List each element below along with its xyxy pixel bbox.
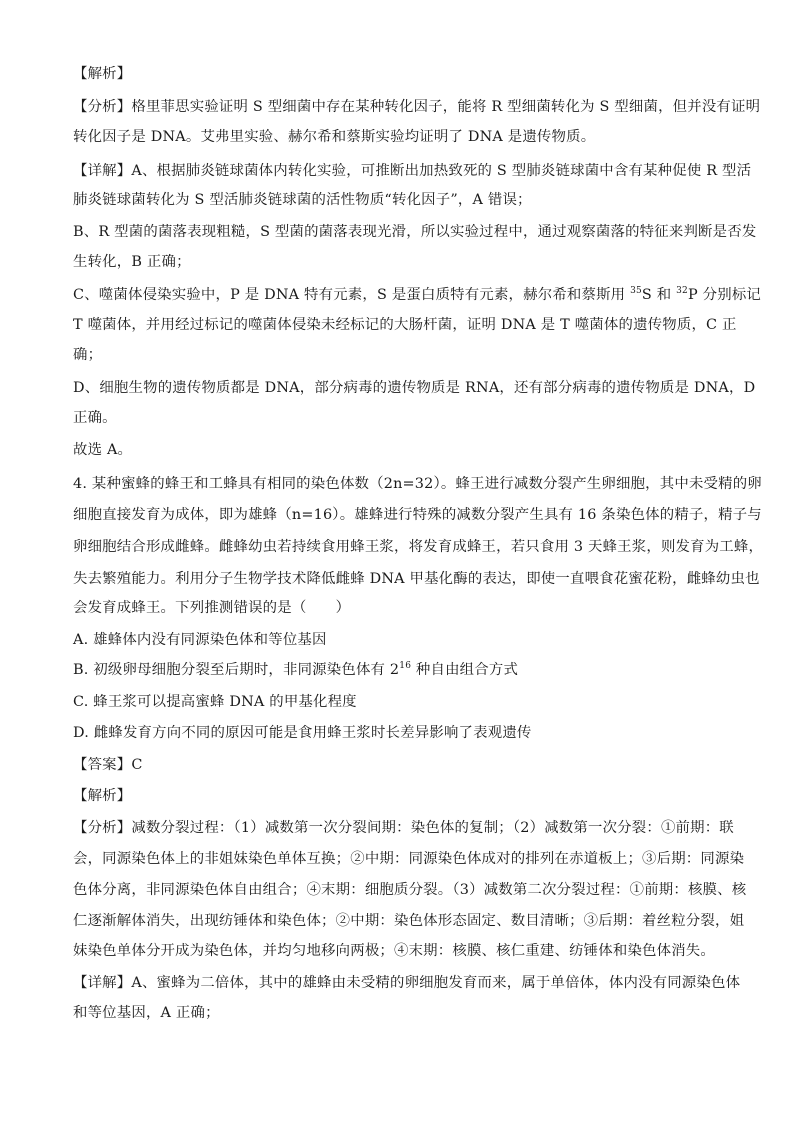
text-line-with-superscripts bbox=[73, 285, 762, 305]
question-stem-line: 4. 某种蜜蜂的蜂王和工蜂具有相同的染色体数（2n=32）。蜂王进行减数分裂产生卵细胞，其中未受精的卵 bbox=[73, 476, 762, 492]
question-stem-line: 细胞直接发育为成体，即为雄蜂（n=16）。雄蜂进行特殊的减数分裂产生具有 16 条染色体的精子，精子与 bbox=[73, 507, 762, 523]
text-segment: P 分别标记 bbox=[687, 287, 762, 303]
section-heading-analysis: 【解析】 bbox=[73, 788, 132, 804]
text-line: 【分析】减数分裂过程：（1）减数第一次分裂间期：染色体的复制；（2）减数第一次分裂：①前期：联 bbox=[73, 820, 734, 836]
text-line: 【详解】A、根据肺炎链球菌体内转化实验，可推断出加热致死的 S 型肺炎链球菌中含有某种促使 R 型活 bbox=[73, 163, 752, 179]
question-stem-line: 卵细胞结合形成雌蜂。雌蜂幼虫若持续食用蜂王浆，将发育成蜂王，若只食用 3 天蜂王浆，则发育为工蜂， bbox=[73, 539, 764, 555]
text-line: 肺炎链球菌转化为 S 型活肺炎链球菌的活性物质“转化因子”，A 错误； bbox=[73, 192, 532, 208]
option-c: C. 蜂王浆可以提高蜜蜂 DNA 的甲基化程度 bbox=[73, 694, 357, 710]
superscript: 16 bbox=[399, 661, 412, 672]
option-a: A. 雄蜂体内没有同源染色体和等位基因 bbox=[73, 632, 327, 648]
question-stem-line: 失去繁殖能力。利用分子生物学技术降低雌蜂 DNA 甲基化酶的表达，即使一直喂食花蜜花粉，雌蜂幼虫也 bbox=[73, 571, 760, 587]
text-line: 生转化，B 正确； bbox=[73, 254, 191, 270]
superscript: 32 bbox=[676, 286, 688, 297]
option-b bbox=[73, 660, 733, 680]
text-line: 妹染色单体分开成为染色体，并均匀地移向两极；④末期：核膜、核仁重建、纺锤体和染色体消失。 bbox=[73, 943, 715, 959]
text-segment: S 和 bbox=[641, 287, 677, 303]
text-line: 正确。 bbox=[73, 410, 117, 426]
answer-line: 【答案】C bbox=[73, 757, 143, 773]
text-line: 转化因子是 DNA。艾弗里实验、赫尔希和蔡斯实验均证明了 DNA 是遗传物质。 bbox=[73, 129, 596, 145]
text-line: T 噬菌体，并用经过标记的噬菌体侵染未经标记的大肠杆菌，证明 DNA 是 T 噬菌体的遗传物质，C 正 bbox=[73, 317, 737, 333]
text-line: 确； bbox=[73, 347, 103, 363]
text-line: 和等位基因，A 正确； bbox=[73, 1005, 220, 1021]
text-segment: B. 初级卵母细胞分裂至后期时，非同源染色体有 2 bbox=[73, 662, 400, 678]
text-line: B、R 型菌的菌落表现粗糙，S 型菌的菌落表现光滑，所以实验过程中，通过观察菌落的特征来判断是否发 bbox=[73, 224, 757, 240]
text-line: D、细胞生物的遗传物质都是 DNA，部分病毒的遗传物质是 RNA，还有部分病毒的遗传物质是 DNA，D bbox=[73, 380, 756, 396]
section-heading-analysis: 【解析】 bbox=[73, 66, 132, 82]
text-line: 仁逐渐解体消失，出现纺锤体和染色体；②中期：染色体形态固定、数目清晰；③后期：着丝粒分裂，姐 bbox=[73, 913, 745, 929]
text-line: 故选 A。 bbox=[73, 442, 133, 458]
superscript: 35 bbox=[630, 286, 642, 297]
text-line: 【详解】A、蜜蜂为二倍体，其中的雄蜂由未受精的卵细胞发育而来，属于单倍体，体内没有同源染色体 bbox=[73, 975, 741, 991]
text-segment: 种自由组合方式 bbox=[411, 662, 519, 678]
question-stem-line: 会发育成蜂王。下列推测错误的是（ ） bbox=[73, 600, 351, 616]
option-d: D. 雌蜂发育方向不同的原因可能是食用蜂王浆时长差异影响了表观遗传 bbox=[73, 725, 532, 741]
text-line: 色体分离，非同源染色体自由组合；④末期：细胞质分裂。（3）减数第二次分裂过程：①前期：核膜、核 bbox=[73, 882, 747, 898]
text-line: 【分析】格里菲思实验证明 S 型细菌中存在某种转化因子，能将 R 型细菌转化为 S 型细菌，但并没有证明 bbox=[73, 99, 761, 115]
text-segment: C、噬菌体侵染实验中，P 是 DNA 特有元素，S 是蛋白质特有元素，赫尔希和蔡斯用 bbox=[73, 287, 631, 303]
text-line: 会，同源染色体上的非姐妹染色单体互换；②中期：同源染色体成对的排列在赤道板上；③后期：同源染 bbox=[73, 851, 745, 867]
